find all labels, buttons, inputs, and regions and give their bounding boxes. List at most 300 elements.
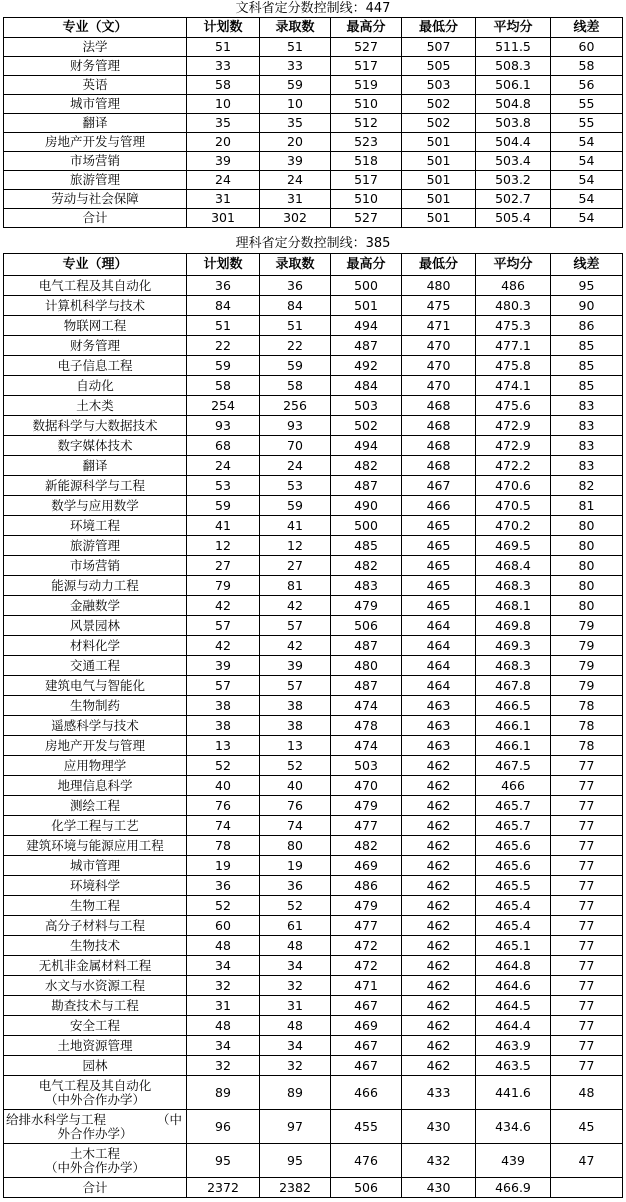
score-cell: 77: [551, 856, 623, 876]
major-name-cell: 勘查技术与工程: [4, 996, 187, 1016]
score-cell: 527: [331, 38, 402, 57]
major-name-cell: [4, 1076, 187, 1110]
table-row: [4, 456, 623, 476]
score-cell: 527: [331, 209, 402, 228]
score-cell: 492: [331, 356, 402, 376]
score-cell: 472.2: [476, 456, 551, 476]
score-cell: 60: [187, 916, 260, 936]
score-cell: 42: [187, 636, 260, 656]
liberal-arts-caption: 文科省定分数控制线：447: [235, 1, 391, 16]
score-cell: 78: [187, 836, 260, 856]
table-row: [4, 736, 623, 756]
score-cell: 469.3: [476, 636, 551, 656]
score-cell: 95: [187, 1144, 260, 1178]
major-name-cell: 城市管理: [4, 95, 187, 114]
score-cell: 77: [551, 936, 623, 956]
table-row: [4, 336, 623, 356]
score-cell: 504.8: [476, 95, 551, 114]
score-cell: 469: [331, 856, 402, 876]
score-cell: 464.5: [476, 996, 551, 1016]
score-cell: 500: [331, 276, 402, 296]
score-cell: 485: [331, 536, 402, 556]
score-cell: 86: [551, 316, 623, 336]
score-cell: 441.6: [476, 1076, 551, 1110]
score-cell: 480: [331, 656, 402, 676]
score-cell: 477: [331, 816, 402, 836]
score-cell: 479: [331, 796, 402, 816]
score-cell: 39: [260, 656, 331, 676]
score-cell: 61: [260, 916, 331, 936]
score-cell: 39: [187, 152, 260, 171]
score-cell: 475.8: [476, 356, 551, 376]
score-cell: 468.4: [476, 556, 551, 576]
score-cell: 464: [402, 656, 476, 676]
major-name-cell: 旅游管理: [4, 536, 187, 556]
score-cell: 34: [187, 956, 260, 976]
score-cell: 53: [187, 476, 260, 496]
score-cell: 83: [551, 436, 623, 456]
score-cell: 464.6: [476, 976, 551, 996]
score-cell: 462: [402, 996, 476, 1016]
major-name-cell: 数字媒体技术: [4, 436, 187, 456]
score-cell: 97: [260, 1110, 331, 1144]
score-cell: 20: [187, 133, 260, 152]
score-cell: 463: [402, 716, 476, 736]
score-cell: 465: [402, 576, 476, 596]
score-cell: 54: [551, 152, 623, 171]
score-cell: 77: [551, 916, 623, 936]
score-cell: 96: [187, 1110, 260, 1144]
major-name-cell: 房地产开发与管理: [4, 736, 187, 756]
score-cell: 34: [260, 1036, 331, 1056]
score-cell: 468: [402, 416, 476, 436]
table-row: [4, 114, 623, 133]
header-row: [4, 18, 623, 38]
table-row: [4, 636, 623, 656]
score-cell: 48: [260, 1016, 331, 1036]
score-cell: 57: [187, 616, 260, 636]
column-header: 录取数: [260, 18, 331, 38]
score-cell: 70: [260, 436, 331, 456]
score-cell: 470.2: [476, 516, 551, 536]
major-name-cell: 新能源科学与工程: [4, 476, 187, 496]
score-cell: 51: [187, 38, 260, 57]
score-cell: 77: [551, 1036, 623, 1056]
score-cell: 503: [402, 76, 476, 95]
score-cell: 12: [260, 536, 331, 556]
score-cell: 36: [260, 276, 331, 296]
score-cell: 502: [331, 416, 402, 436]
table-row: [4, 1144, 623, 1178]
table-row: [4, 190, 623, 209]
score-cell: 464: [402, 636, 476, 656]
score-cell: 39: [260, 152, 331, 171]
score-cell: 33: [187, 57, 260, 76]
table-row: [4, 76, 623, 95]
score-cell: 503: [331, 756, 402, 776]
score-cell: 486: [476, 276, 551, 296]
score-cell: 472: [331, 956, 402, 976]
score-cell: 79: [187, 576, 260, 596]
score-cell: 465.4: [476, 896, 551, 916]
score-cell: 20: [260, 133, 331, 152]
score-cell: 40: [187, 776, 260, 796]
table-row: [4, 696, 623, 716]
score-cell: 2382: [260, 1178, 331, 1198]
score-cell: 466.9: [476, 1178, 551, 1198]
table-row: [4, 496, 623, 516]
score-cell: 38: [260, 716, 331, 736]
table-row: [4, 916, 623, 936]
table-row: [4, 38, 623, 57]
score-cell: 38: [187, 696, 260, 716]
score-cell: 477: [331, 916, 402, 936]
score-cell: 508.3: [476, 57, 551, 76]
score-cell: 36: [187, 276, 260, 296]
score-cell: 80: [260, 836, 331, 856]
score-cell: 465.5: [476, 876, 551, 896]
score-cell: 462: [402, 1056, 476, 1076]
header-row: [4, 254, 623, 276]
score-cell: 85: [551, 376, 623, 396]
major-name-cell: 旅游管理: [4, 171, 187, 190]
score-cell: 487: [331, 636, 402, 656]
score-cell: 482: [331, 456, 402, 476]
score-cell: 503.4: [476, 152, 551, 171]
major-name-cell: 高分子材料与工程: [4, 916, 187, 936]
score-cell: 465.1: [476, 936, 551, 956]
score-cell: 32: [260, 976, 331, 996]
major-name-line: （中外合作办学）: [44, 1159, 145, 1175]
score-cell: 430: [402, 1178, 476, 1198]
score-cell: 479: [331, 596, 402, 616]
score-cell: [551, 1178, 623, 1198]
score-cell: 60: [551, 38, 623, 57]
major-name-cell: 园林: [4, 1056, 187, 1076]
table-row: [4, 1016, 623, 1036]
score-cell: 467: [402, 476, 476, 496]
table-row: [4, 316, 623, 336]
table-row: [4, 356, 623, 376]
score-cell: 24: [260, 456, 331, 476]
score-cell: 36: [187, 876, 260, 896]
column-header: 线差: [551, 254, 623, 276]
major-name-cell: 劳动与社会保障: [4, 190, 187, 209]
score-cell: 502: [402, 95, 476, 114]
score-cell: 462: [402, 876, 476, 896]
major-name-cell: 水文与水资源工程: [4, 976, 187, 996]
major-name-cell: 电子信息工程: [4, 356, 187, 376]
score-cell: 465: [402, 516, 476, 536]
score-cell: 464: [402, 676, 476, 696]
major-name-cell: 计算机科学与技术: [4, 296, 187, 316]
score-cell: 475: [402, 296, 476, 316]
score-cell: 77: [551, 816, 623, 836]
score-cell: 466: [331, 1076, 402, 1110]
major-name-cell: 财务管理: [4, 57, 187, 76]
score-cell: 55: [551, 95, 623, 114]
score-cell: 465: [402, 556, 476, 576]
score-cell: 10: [187, 95, 260, 114]
score-cell: 83: [551, 396, 623, 416]
column-header: 录取数: [260, 254, 331, 276]
score-cell: 54: [551, 190, 623, 209]
score-cell: 465: [402, 596, 476, 616]
score-cell: 434.6: [476, 1110, 551, 1144]
score-cell: 430: [402, 1110, 476, 1144]
score-cell: 59: [187, 496, 260, 516]
score-cell: 455: [331, 1110, 402, 1144]
score-cell: 47: [551, 1144, 623, 1178]
score-cell: 38: [187, 716, 260, 736]
score-cell: 77: [551, 776, 623, 796]
major-name-cell: 化学工程与工艺: [4, 816, 187, 836]
score-cell: 506: [331, 1178, 402, 1198]
score-cell: 512: [331, 114, 402, 133]
score-cell: 506.1: [476, 76, 551, 95]
score-cell: 523: [331, 133, 402, 152]
table-row: [4, 1076, 623, 1110]
score-cell: 478: [331, 716, 402, 736]
score-cell: 79: [551, 636, 623, 656]
score-cell: 10: [260, 95, 331, 114]
score-cell: 42: [260, 636, 331, 656]
table-row: [4, 876, 623, 896]
score-cell: 59: [260, 496, 331, 516]
score-cell: 487: [331, 336, 402, 356]
score-cell: 34: [187, 1036, 260, 1056]
score-cell: 462: [402, 776, 476, 796]
score-cell: 85: [551, 336, 623, 356]
score-cell: 93: [187, 416, 260, 436]
score-cell: 80: [551, 516, 623, 536]
score-cell: 77: [551, 876, 623, 896]
score-cell: 506: [331, 616, 402, 636]
score-cell: 77: [551, 1016, 623, 1036]
liberal-arts-table: [3, 17, 623, 228]
score-cell: 95: [260, 1144, 331, 1178]
major-name-cell: 地理信息科学: [4, 776, 187, 796]
major-name-cell: 测绘工程: [4, 796, 187, 816]
score-cell: 77: [551, 796, 623, 816]
score-cell: 470: [402, 376, 476, 396]
score-cell: 82: [551, 476, 623, 496]
score-cell: 80: [551, 596, 623, 616]
major-name-cell: 市场营销: [4, 152, 187, 171]
major-name-text: 给排水科学与工程: [6, 1111, 107, 1127]
score-cell: 517: [331, 171, 402, 190]
score-cell: 474: [331, 696, 402, 716]
score-cell: 479: [331, 896, 402, 916]
score-cell: 483: [331, 576, 402, 596]
score-cell: 31: [260, 996, 331, 1016]
table-row: [4, 716, 623, 736]
table-row: [4, 576, 623, 596]
score-cell: 79: [551, 676, 623, 696]
score-cell: 55: [551, 114, 623, 133]
major-name-cell: 土木类: [4, 396, 187, 416]
score-cell: 462: [402, 1016, 476, 1036]
score-cell: 465.7: [476, 796, 551, 816]
score-cell: 472.9: [476, 416, 551, 436]
score-cell: 35: [260, 114, 331, 133]
score-cell: 27: [187, 556, 260, 576]
score-cell: 77: [551, 836, 623, 856]
major-name-cell: 材料化学: [4, 636, 187, 656]
table-row: [4, 133, 623, 152]
score-cell: 468: [402, 436, 476, 456]
score-cell: 81: [260, 576, 331, 596]
score-cell: 48: [551, 1076, 623, 1110]
score-cell: 48: [187, 936, 260, 956]
score-cell: 464.4: [476, 1016, 551, 1036]
science-table: [3, 253, 623, 1198]
score-cell: 462: [402, 856, 476, 876]
major-name-cell: 应用物理学: [4, 756, 187, 776]
major-name-cell: 数学与应用数学: [4, 496, 187, 516]
score-cell: 77: [551, 896, 623, 916]
score-cell: 470.6: [476, 476, 551, 496]
major-name-cell: 房地产开发与管理: [4, 133, 187, 152]
score-cell: 480: [402, 276, 476, 296]
table-row: [4, 616, 623, 636]
score-cell: 467.8: [476, 676, 551, 696]
score-cell: 501: [402, 209, 476, 228]
score-cell: 471: [402, 316, 476, 336]
score-cell: 24: [260, 171, 331, 190]
table-row: [4, 836, 623, 856]
score-cell: 518: [331, 152, 402, 171]
score-cell: 52: [187, 896, 260, 916]
score-cell: 52: [260, 896, 331, 916]
table-row: [4, 209, 623, 228]
major-name-cell: 金融数学: [4, 596, 187, 616]
score-cell: 504.4: [476, 133, 551, 152]
major-name-cell: 遥感科学与技术: [4, 716, 187, 736]
table-row: [4, 796, 623, 816]
major-name-cell: 数据科学与大数据技术: [4, 416, 187, 436]
score-cell: 77: [551, 976, 623, 996]
score-cell: 487: [331, 476, 402, 496]
score-cell: 31: [187, 190, 260, 209]
score-cell: 503: [331, 396, 402, 416]
table-row: [4, 976, 623, 996]
score-cell: 468.1: [476, 596, 551, 616]
score-cell: 59: [187, 356, 260, 376]
score-cell: 89: [260, 1076, 331, 1110]
score-cell: 482: [331, 836, 402, 856]
major-name-cell: 电气工程及其自动化: [4, 276, 187, 296]
score-cell: 58: [551, 57, 623, 76]
score-cell: 462: [402, 896, 476, 916]
score-cell: 486: [331, 876, 402, 896]
score-cell: 57: [260, 616, 331, 636]
score-cell: 85: [551, 356, 623, 376]
score-cell: 474: [331, 736, 402, 756]
score-cell: 462: [402, 816, 476, 836]
score-cell: 19: [260, 856, 331, 876]
score-cell: 466: [402, 496, 476, 516]
major-name-cell: 环境科学: [4, 876, 187, 896]
score-cell: 32: [187, 1056, 260, 1076]
score-cell: 83: [551, 416, 623, 436]
score-cell: 484: [331, 376, 402, 396]
score-cell: 462: [402, 1036, 476, 1056]
score-cell: 58: [260, 376, 331, 396]
score-cell: 467.5: [476, 756, 551, 776]
major-name-cell: 翻译: [4, 114, 187, 133]
score-cell: 59: [260, 356, 331, 376]
score-cell: 470.5: [476, 496, 551, 516]
score-cell: 79: [551, 656, 623, 676]
score-cell: 466.1: [476, 716, 551, 736]
score-cell: 469: [331, 1016, 402, 1036]
table-row: [4, 171, 623, 190]
major-name-cell: 市场营销: [4, 556, 187, 576]
score-cell: 469.5: [476, 536, 551, 556]
score-cell: 78: [551, 736, 623, 756]
score-cell: 52: [260, 756, 331, 776]
score-cell: 80: [551, 536, 623, 556]
score-cell: 32: [260, 1056, 331, 1076]
score-cell: 471: [331, 976, 402, 996]
score-cell: 501: [402, 190, 476, 209]
major-name-cell: 城市管理: [4, 856, 187, 876]
major-name-cell: 能源与动力工程: [4, 576, 187, 596]
score-cell: 48: [260, 936, 331, 956]
score-cell: 76: [187, 796, 260, 816]
score-cell: 301: [187, 209, 260, 228]
score-cell: 93: [260, 416, 331, 436]
table-row: [4, 676, 623, 696]
column-header: 平均分: [476, 18, 551, 38]
score-cell: 77: [551, 956, 623, 976]
score-cell: 32: [187, 976, 260, 996]
column-header: 专业（文）: [4, 18, 187, 38]
score-cell: 511.5: [476, 38, 551, 57]
score-cell: 465.6: [476, 856, 551, 876]
score-cell: 501: [402, 133, 476, 152]
score-cell: 502.7: [476, 190, 551, 209]
score-cell: 494: [331, 316, 402, 336]
score-cell: 84: [187, 296, 260, 316]
score-cell: 19: [187, 856, 260, 876]
score-cell: 466.1: [476, 736, 551, 756]
score-cell: 40: [260, 776, 331, 796]
score-cell: 42: [260, 596, 331, 616]
major-name-cell: 土地资源管理: [4, 1036, 187, 1056]
major-name-cell: 自动化: [4, 376, 187, 396]
major-name-cell: 无机非金属材料工程: [4, 956, 187, 976]
score-cell: 79: [551, 616, 623, 636]
score-cell: 59: [260, 76, 331, 95]
score-cell: 39: [187, 656, 260, 676]
major-name-line: 外合作办学）: [57, 1125, 133, 1141]
major-name-cell: 生物工程: [4, 896, 187, 916]
score-cell: 33: [260, 57, 331, 76]
column-header: 最高分: [331, 18, 402, 38]
score-cell: 462: [402, 756, 476, 776]
score-cell: 501: [331, 296, 402, 316]
major-name-cell: 翻译: [4, 456, 187, 476]
score-cell: 462: [402, 976, 476, 996]
major-name-cell: 物联网工程: [4, 316, 187, 336]
major-name-line: [4, 1113, 186, 1127]
major-name-cell: 生物制药: [4, 696, 187, 716]
score-cell: 54: [551, 171, 623, 190]
score-cell: 13: [187, 736, 260, 756]
score-cell: 433: [402, 1076, 476, 1110]
